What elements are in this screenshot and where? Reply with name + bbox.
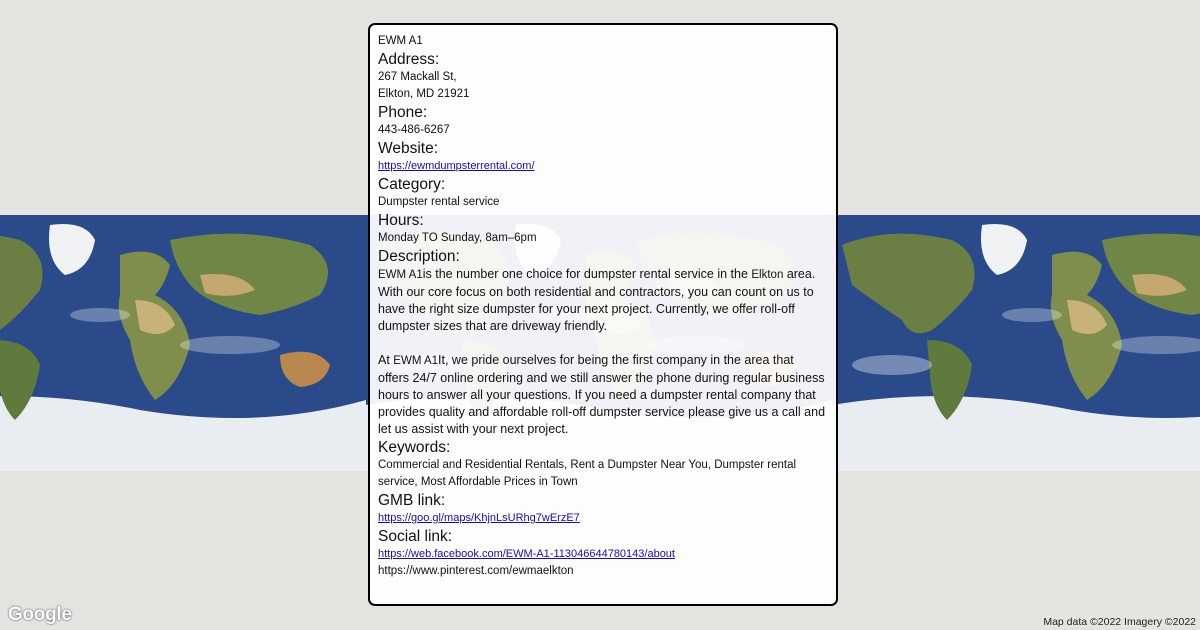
description-p2-prefix: At [378,353,394,367]
description-heading: Description: [378,248,460,265]
keywords-heading: Keywords: [378,439,451,456]
description-text [378,266,828,438]
phone-heading: Phone: [378,104,428,121]
category-value: Dumpster rental service [378,196,500,208]
address-line-2: Elkton, MD 21921 [378,88,470,100]
social-heading: Social link: [378,528,453,545]
description-paragraph-1 [378,266,828,335]
description-business-name: EWM A1 [378,269,423,281]
website-heading: Website: [378,140,439,157]
hours-value: Monday TO Sunday, 8am–6pm [378,232,537,244]
google-logo[interactable]: Google [8,604,72,625]
gmb-heading: GMB link: [378,492,446,509]
description-p1-rest: area. With our core focus on both residential and contractors, you can count on us to have the right size dumpster for your next project. Currently, we offer roll-off dumpster sizes that are driveway friendly. [378,267,816,333]
business-name: EWM A1 [378,35,423,47]
facebook-link[interactable]: https://web.facebook.com/EWM-A1-113046644780143/about [378,548,675,560]
business-info-window [368,23,838,606]
keywords-value: Commercial and Residential Rentals, Rent a Dumpster Near You, Dumpster rental service, Most Affordable Prices in Town [378,459,797,488]
map-attribution: Map data ©2022 Imagery ©2022 [1043,616,1196,628]
hours-heading: Hours: [378,212,424,229]
address-heading: Address: [378,51,440,68]
description-paragraph-2 [378,352,828,438]
website-link[interactable]: https://ewmdumpsterrental.com/ [378,160,535,172]
description-p1-mid: is the number one choice for dumpster rental service in the [422,267,752,281]
description-city: Elkton [751,269,784,281]
category-heading: Category: [378,176,446,193]
description-p2-rest: It, we pride ourselves for being the first company in the area that offers 24/7 online ordering and we still answer the phone during regular business hours to answer all your questions. If you need a dumpster rental company that provides quality and affordable roll-off dumpster service please give us a call and let us assist with your next project. [378,353,826,436]
phone-number: 443-486-6267 [378,124,450,136]
description-business-name-2: EWM A1 [393,355,439,367]
gmb-link[interactable]: https://goo.gl/maps/KhjnLsURhg7wErzE7 [378,512,580,524]
address-line-1: 267 Mackall St, [378,71,457,83]
pinterest-url: https://www.pinterest.com/ewmaelkton [378,565,574,577]
